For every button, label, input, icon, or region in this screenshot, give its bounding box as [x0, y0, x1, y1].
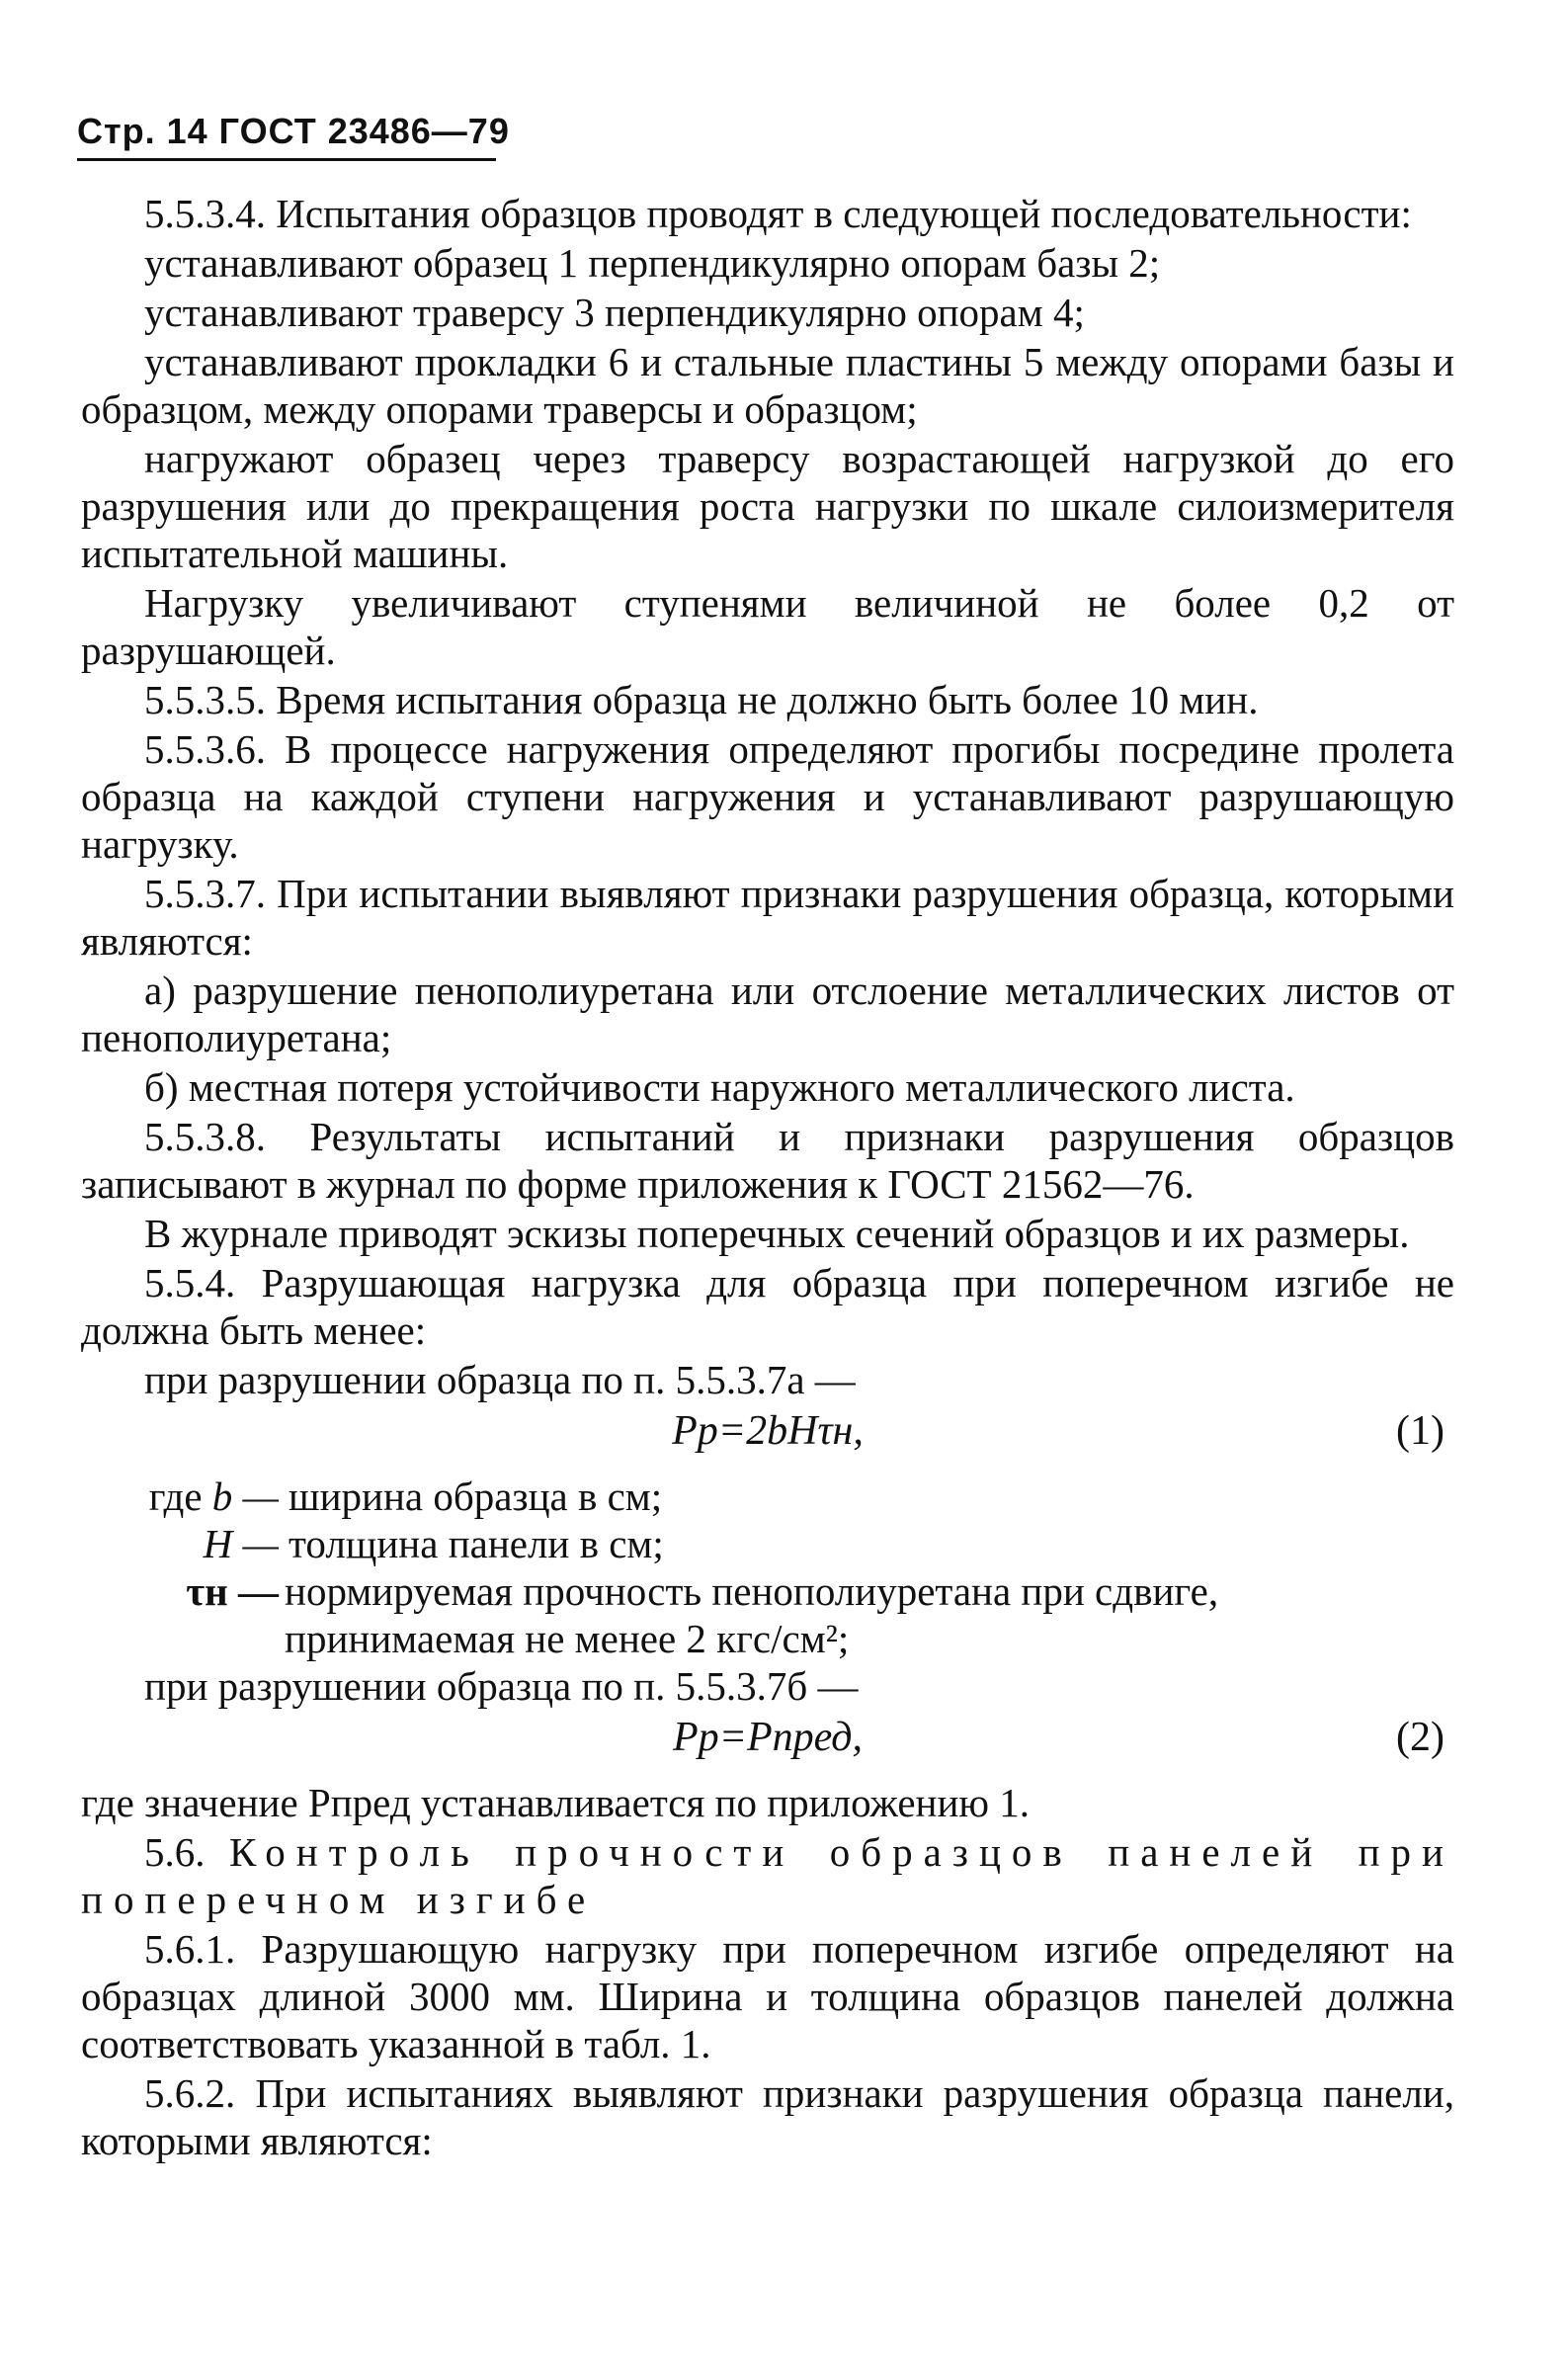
def-H-symbol: H — — [203, 1521, 279, 1566]
para-5536: 5.5.3.6. В процессе нагружения определяют прогибы посредине пролета образца на каждой ступени нагружения и устанавливают разрушающую нагрузку. — [81, 726, 1454, 867]
para-5534-a: устанавливают образец 1 перпендикулярно опорам базы 2; — [144, 240, 1161, 286]
document-body — [81, 190, 1454, 2166]
section-56-heading — [81, 1828, 1454, 1923]
def-b-symbol: b — — [211, 1474, 279, 1519]
def-b-text: ширина образца в см; — [289, 1474, 663, 1519]
formula-1: Pр=2bHτн, — [672, 1408, 864, 1454]
formula-1-number: (1) — [1396, 1408, 1444, 1454]
para-562: 5.6.2. При испытаниях выявляют признаки разрушения образца панели, которыми являются: — [81, 2070, 1454, 2163]
formula-2: Pр=Pпред, — [673, 1715, 863, 1760]
definitions — [81, 1473, 1454, 1662]
def-where: где — [148, 1474, 203, 1519]
def-H-text: толщина панели в см; — [289, 1521, 664, 1566]
para-5534-head: 5.5.3.4. Испытания образцов проводят в следующей последовательности: — [144, 191, 1412, 236]
formula-2-number: (2) — [1396, 1715, 1444, 1760]
page-header: Стр. 14 ГОСТ 23486—79 — [77, 111, 510, 151]
def-b — [81, 1473, 1454, 1520]
section-56-title: Контроль прочности образцов панелей при поперечном изгибе — [81, 1829, 1455, 1922]
formula-1-row — [81, 1407, 1454, 1469]
para-5534-b: устанавливают траверсу 3 перпендикулярно опорам 4; — [144, 290, 1085, 335]
para-5534-d: нагружают образец через траверсу возрастающей нагрузкой до его разрушения или до прекращения роста нагрузки по шкале силоизмерителя испытательной машины. — [81, 436, 1454, 576]
section-56-number: 5.6. — [144, 1829, 206, 1875]
para-5537-a: а) разрушение пенополиуретана или отслоение металлических листов от пенополиуретана; — [81, 968, 1454, 1060]
para-554-a: при разрушении образца по п. 5.5.3.7а — — [144, 1357, 856, 1402]
para-5534-c: устанавливают прокладки 6 и стальные пластины 5 между опорами базы и образцом, между опорами траверсы и образцом; — [81, 339, 1454, 432]
formula-2-row — [81, 1714, 1454, 1775]
def-tau-text: нормируемая прочность пенополиуретана при сдвиге, — [285, 1568, 1219, 1614]
def-tau-text-2: принимаемая не менее 2 кгс/см²; — [285, 1616, 850, 1661]
def-tau — [81, 1567, 1454, 1615]
para-5538-b: В журнале приводят эскизы поперечных сечений образцов и их размеры. — [144, 1211, 1410, 1256]
para-554-c: где значение Pпред устанавливается по приложению 1. — [81, 1780, 1031, 1825]
para-5535: 5.5.3.5. Время испытания образца не должно быть более 10 мин. — [144, 677, 1259, 722]
def-tau-symbol: τн — — [186, 1568, 279, 1614]
para-554: 5.5.4. Разрушающая нагрузка для образца при поперечном изгибе не должна быть менее: — [81, 1260, 1454, 1353]
para-561: 5.6.1. Разрушающую нагрузку при поперечном изгибе определяют на образцах длиной 3000 мм. Ширина и толщина образцов панелей должна соответствовать указанной в табл. 1. — [81, 1926, 1454, 2066]
para-5538: 5.5.3.8. Результаты испытаний и признаки разрушения образцов записывают в журнал по форме приложения к ГОСТ 21562—76. — [81, 1114, 1454, 1207]
para-5537-b: б) местная потеря устойчивости наружного металлического листа. — [144, 1064, 1295, 1110]
para-5537: 5.5.3.7. При испытании выявляют признаки разрушения образца, которыми являются: — [81, 871, 1454, 964]
para-5534-e: Нагрузку увеличивают ступенями величиной не более 0,2 от разрушающей. — [81, 580, 1454, 673]
header-rule — [77, 158, 496, 161]
para-554-b: при разрушении образца по п. 5.5.3.7б — — [144, 1663, 859, 1709]
def-H — [81, 1520, 1454, 1567]
